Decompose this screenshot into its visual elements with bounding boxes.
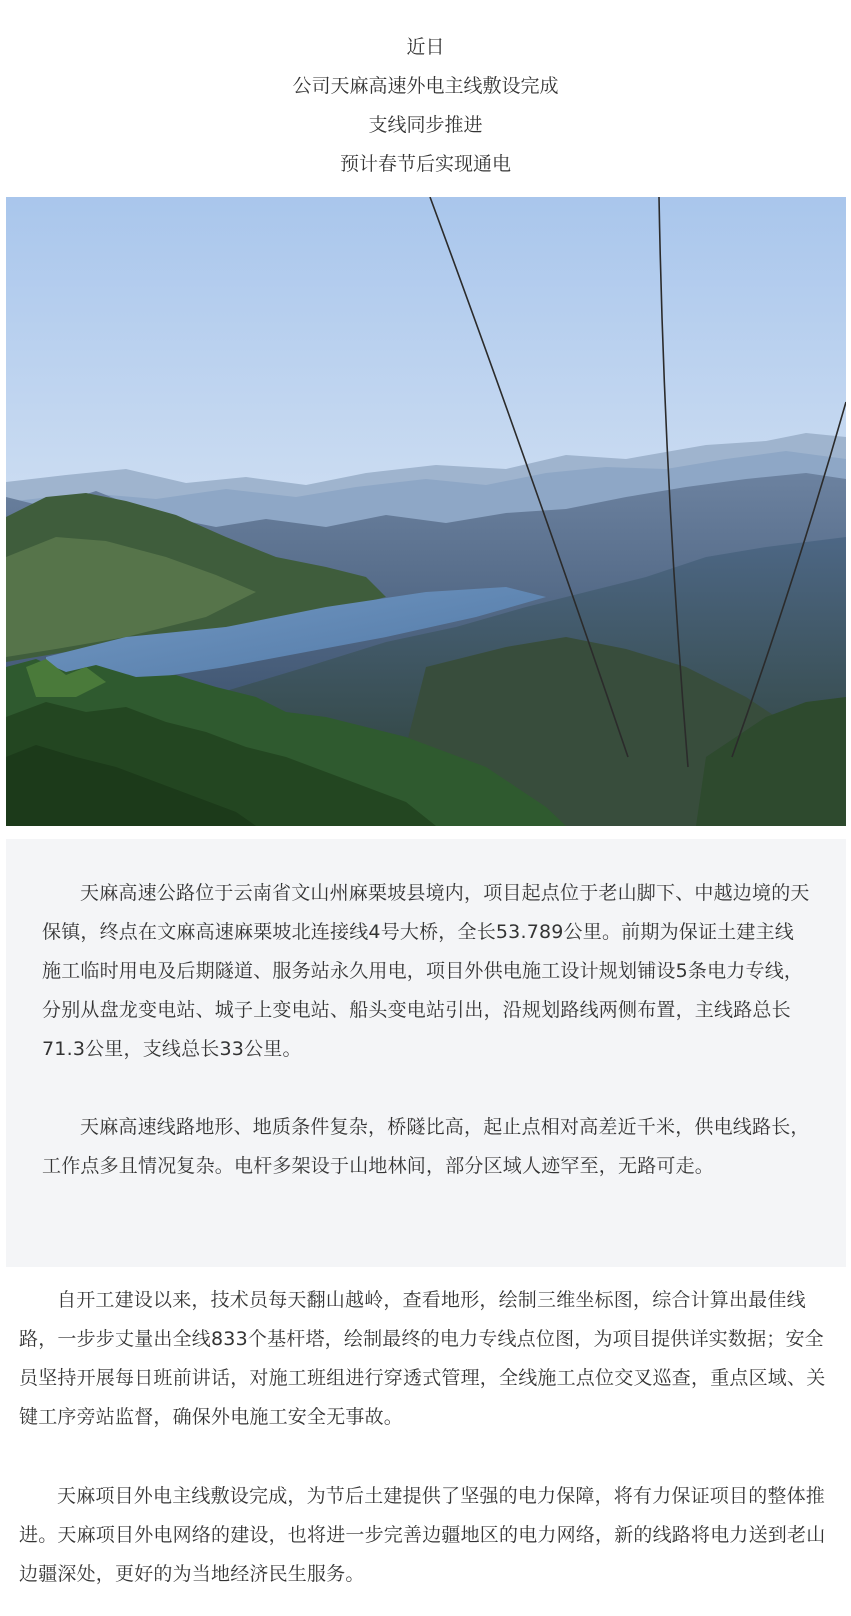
box-paragraph-2: 天麻高速线路地形、地质条件复杂，桥隧比高，起止点相对高差近千米，供电线路长，工作点多且情况复杂。电杆多架设于山地林间，部分区域人迹罕至，无路可走。 [42, 1116, 810, 1177]
title-line-4: 预计春节后实现通电 [339, 153, 511, 175]
mountain-lake-power-lines-photo [6, 197, 846, 826]
box-paragraph-1: 天麻高速公路位于云南省文山州麻栗坡县境内，项目起点位于老山脚下、中越边境的天保镇，终点在文麻高速麻栗坡北连接线4号大桥，全长53.789公里。前期为保证土建主线施工临时用电及后期隧道、服务站永久用电，项目外供电施工设计规划铺设5条电力专线，分别从盘龙变电站、城子上变电站、船头变电站引出，沿规划路线两侧布置，主线路总长71.3公里，支线总长33公里。 [42, 882, 810, 1060]
article-title-block [0, 28, 851, 184]
title-line-1: 近日 [406, 36, 445, 58]
title-line-3: 支线同步推进 [368, 114, 483, 136]
body-paragraph-2: 天麻项目外电主线敷设完成，为节后土建提供了坚强的电力保障，将有力保证项目的整体推进。天麻项目外电网络的建设，也将进一步完善边疆地区的电力网络，新的线路将电力送到老山边疆深处，更好的为当地经济民生服务。 [19, 1485, 826, 1585]
body-paragraph-1: 自开工建设以来，技术员每天翻山越岭，查看地形，绘制三维坐标图，综合计算出最佳线路，一步步丈量出全线833个基杆塔，绘制最终的电力专线点位图，为项目提供详实数据；安全员坚持开展每日班前讲话，对施工班组进行穿透式管理，全线施工点位交叉巡查，重点区域、关键工序旁站监督，确保外电施工安全无事故。 [19, 1289, 826, 1428]
title-line-2: 公司天麻高速外电主线敷设完成 [292, 75, 559, 97]
